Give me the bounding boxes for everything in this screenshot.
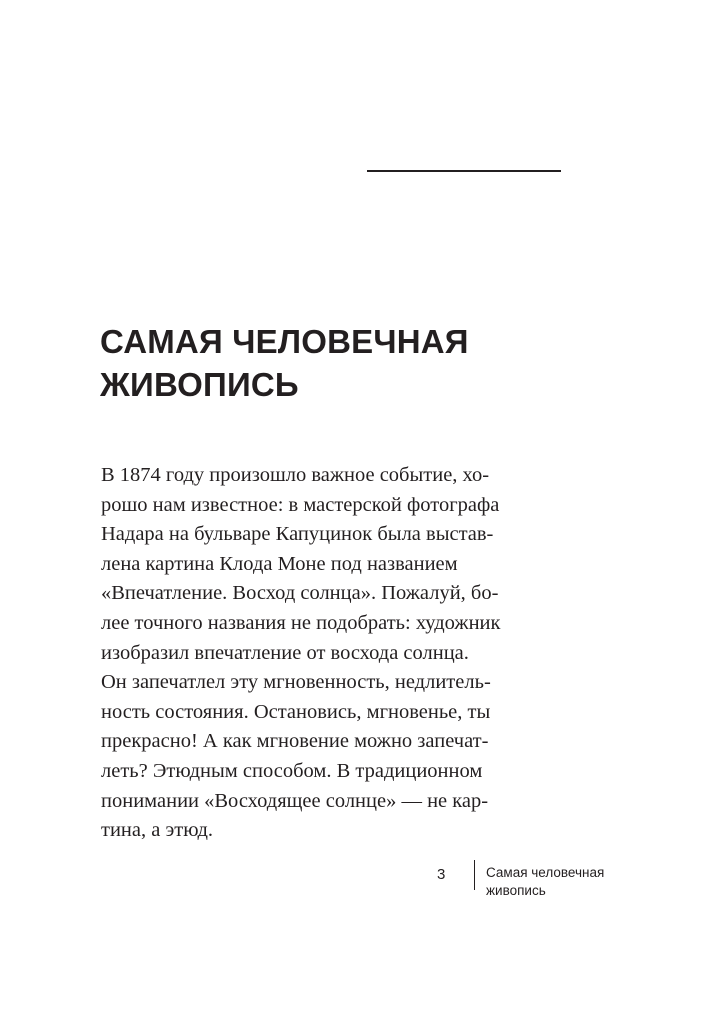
body-line: лена картина Клода Моне под названием	[101, 552, 458, 575]
body-line: понимании «Восходящее солнце» — не кар-	[101, 789, 489, 812]
body-line: прекрасно! А как мгновение можно запечат-	[101, 730, 489, 753]
body-line: изобразил впечатление от восхода солнца.	[101, 641, 469, 664]
body-line: В 1874 году произошло важное событие, хо-	[101, 464, 490, 486]
chapter-body	[101, 461, 571, 846]
body-line: лее точного названия не подобрать: художник	[101, 611, 501, 634]
body-line: ность состояния. Остановись, мгновенье, ты	[101, 700, 491, 723]
running-title-line: живопись	[486, 883, 546, 898]
body-line: тина, а этюд.	[101, 819, 214, 842]
footer-divider	[474, 860, 475, 890]
body-line: «Впечатление. Восход солнца». Пожалуй, бо-	[101, 582, 499, 605]
body-line: Надара на бульваре Капуцинок была выстав-	[101, 523, 494, 546]
body-line: Он запечатлел эту мгновенность, недлитель-	[101, 671, 491, 694]
body-line: леть? Этюдным способом. В традиционном	[101, 759, 483, 782]
heading-line: САМАЯ ЧЕЛОВЕЧНАЯ	[100, 323, 469, 360]
chapter-heading	[100, 320, 570, 406]
page-number: 3	[437, 866, 446, 883]
running-title-line: Самая человечная	[486, 865, 605, 880]
running-title	[486, 864, 604, 900]
decorative-rule	[367, 170, 561, 172]
body-line: рошо нам известное: в мастерской фотографа	[101, 493, 500, 516]
heading-line: ЖИВОПИСЬ	[100, 366, 299, 403]
